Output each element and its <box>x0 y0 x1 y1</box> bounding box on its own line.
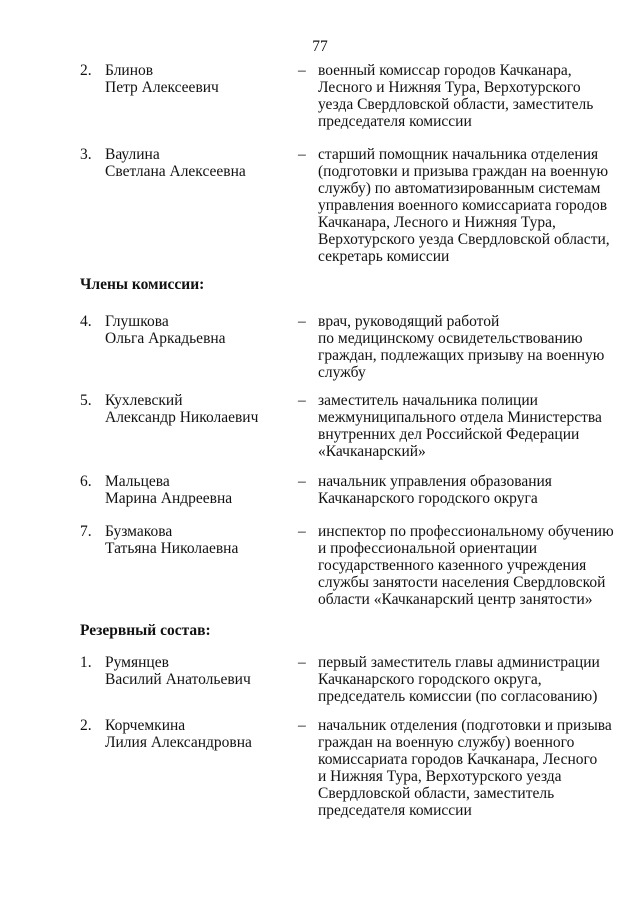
item-number: 2. <box>80 717 92 734</box>
members-heading: Члены комиссии: <box>80 276 205 293</box>
person-name: Ваулина Светлана Алексеевна <box>105 146 246 180</box>
person-name: Румянцев Василий Анатольевич <box>105 654 251 688</box>
dash-separator: – <box>298 717 306 734</box>
position-description: инспектор по профессиональному обучению и профессиональной ориентации государственного казенного учреждения службы занятости населения Свердловской области «Качканарский центр занятости» <box>318 523 614 608</box>
position-description: заместитель начальника полиции межмуниципального отдела Министерства внутренних дел Российской Федерации «Качканарский» <box>318 392 602 460</box>
person-name: Мальцева Марина Андреевна <box>105 473 233 507</box>
position-description: начальник отделения (подготовки и призыва граждан на военную службу) военного комиссариата городов Качканара, Лесного и Нижняя Тура, Верхотурского уезда Свердловской области, заместитель председателя комиссии <box>318 717 612 819</box>
position-description: врач, руководящий работой по медицинскому освидетельствованию граждан, подлежащих призыву на военную службу <box>318 313 605 381</box>
position-description: первый заместитель главы администрации Качканарского городского округа, председатель комиссии (по согласованию) <box>318 654 600 705</box>
item-number: 5. <box>80 392 92 409</box>
dash-separator: – <box>298 146 306 163</box>
person-name: Глушкова Ольга Аркадьевна <box>105 313 226 347</box>
dash-separator: – <box>298 392 306 409</box>
person-name: Корчемкина Лилия Александровна <box>105 717 252 751</box>
dash-separator: – <box>298 654 306 671</box>
item-number: 1. <box>80 654 92 671</box>
item-number: 4. <box>80 313 92 330</box>
page-number: 77 <box>312 38 328 55</box>
dash-separator: – <box>298 313 306 330</box>
item-number: 2. <box>80 62 92 79</box>
position-description: военный комиссар городов Качканара, Лесного и Нижняя Тура, Верхотурского уезда Свердловской области, заместитель председателя комиссии <box>318 62 594 130</box>
person-name: Кухлевский Александр Николаевич <box>105 392 259 426</box>
position-description: старший помощник начальника отделения (подготовки и призыва граждан на военную службу) по автоматизированным системам управления военного комиссариата городов Качканара, Лесного и Нижняя Тура, Верхотурского уезда Свердловской области, секретарь комиссии <box>318 146 610 265</box>
person-name: Блинов Петр Алексеевич <box>105 62 219 96</box>
dash-separator: – <box>298 62 306 79</box>
position-description: начальник управления образования Качканарского городского округа <box>318 473 552 507</box>
item-number: 7. <box>80 523 92 540</box>
dash-separator: – <box>298 473 306 490</box>
item-number: 3. <box>80 146 92 163</box>
item-number: 6. <box>80 473 92 490</box>
reserve-heading: Резервный состав: <box>80 622 211 639</box>
person-name: Бузмакова Татьяна Николаевна <box>105 523 239 557</box>
dash-separator: – <box>298 523 306 540</box>
